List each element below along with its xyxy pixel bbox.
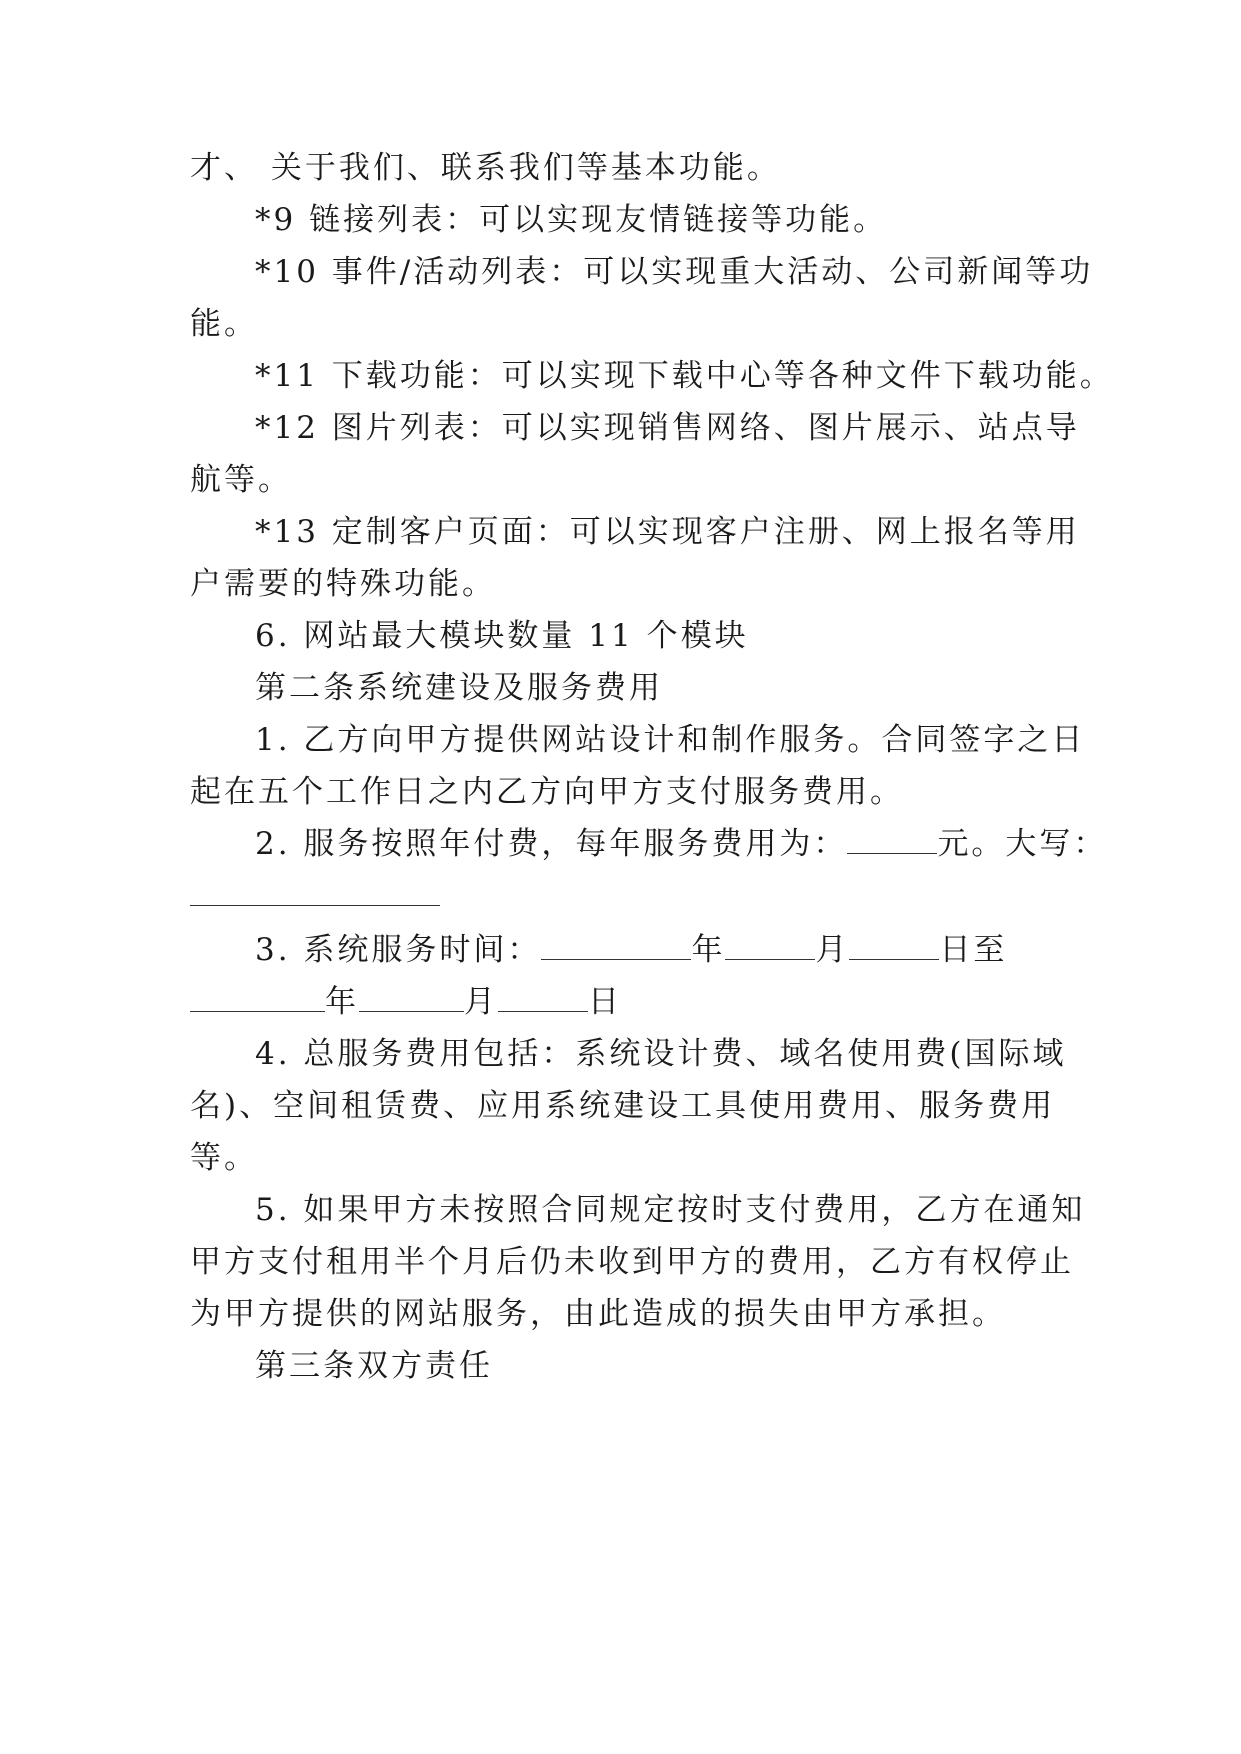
clause-1: 1. 乙方向甲方提供网站设计和制作服务。合同签字之日 — [255, 722, 1086, 758]
clause-1-cont: 起在五个工作日之内乙方向甲方支付服务费用。 — [190, 774, 904, 810]
clause-3-text: 3. 系统服务时间： — [255, 932, 542, 968]
start-year-blank — [541, 933, 691, 960]
start-month-blank — [725, 933, 815, 960]
clause-2-cont — [190, 876, 440, 916]
list-item-events-cont: 能。 — [190, 306, 258, 342]
clause-4-cont-1: 名)、空间租赁费、应用系统建设工具使用费用、服务费用 — [190, 1088, 1056, 1124]
section-heading-fees: 第二条系统建设及服务费用 — [255, 670, 663, 706]
list-item-events: *10 事件/活动列表：可以实现重大活动、公司新闻等功 — [255, 254, 1094, 290]
clause-3 — [255, 930, 1007, 970]
month-label: 月 — [815, 932, 850, 968]
end-year-blank — [190, 985, 325, 1012]
clause-5-cont-2: 为甲方提供的网站服务，由此造成的损失由甲方承担。 — [190, 1296, 1006, 1332]
list-item-links: *9 链接列表：可以实现友情链接等功能。 — [255, 202, 888, 238]
annual-fee-blank — [847, 827, 937, 854]
clause-2-text: 2. 服务按照年付费，每年服务费用为： — [255, 826, 848, 862]
end-month-label: 月 — [464, 984, 498, 1020]
paragraph-line: 才、 关于我们、联系我们等基本功能。 — [190, 150, 781, 186]
day-to-label: 日至 — [939, 932, 1008, 968]
end-day-label: 日 — [588, 984, 622, 1020]
amount-in-words-blank — [190, 879, 440, 906]
list-item-images: *12 图片列表：可以实现销售网络、图片展示、站点导 — [255, 410, 1080, 446]
end-day-blank — [498, 985, 588, 1012]
clause-2-text-suffix: 元。大写： — [937, 826, 1108, 862]
clause-2 — [255, 824, 1107, 864]
year-label: 年 — [691, 932, 726, 968]
clause-3-cont — [190, 982, 622, 1022]
clause-5-cont-1: 甲方支付租用半个月后仍未收到甲方的费用，乙方有权停止 — [190, 1244, 1074, 1280]
list-item-download: *11 下载功能：可以实现下载中心等各种文件下载功能。 — [255, 358, 1114, 394]
clause-4: 4. 总服务费用包括：系统设计费、域名使用费(国际域 — [255, 1036, 1067, 1072]
clause-5: 5. 如果甲方未按照合同规定按时支付费用，乙方在通知 — [255, 1192, 1086, 1228]
list-item-custom-pages-cont: 户需要的特殊功能。 — [190, 566, 496, 602]
module-count-line: 6. 网站最大模块数量 11 个模块 — [255, 618, 749, 654]
list-item-images-cont: 航等。 — [190, 462, 292, 498]
end-month-blank — [359, 985, 464, 1012]
end-year-label: 年 — [325, 984, 359, 1020]
section-heading-responsibilities: 第三条双方责任 — [255, 1348, 493, 1384]
start-day-blank — [849, 933, 939, 960]
list-item-custom-pages: *13 定制客户页面：可以实现客户注册、网上报名等用 — [255, 514, 1080, 550]
clause-4-cont-2: 等。 — [190, 1140, 258, 1176]
